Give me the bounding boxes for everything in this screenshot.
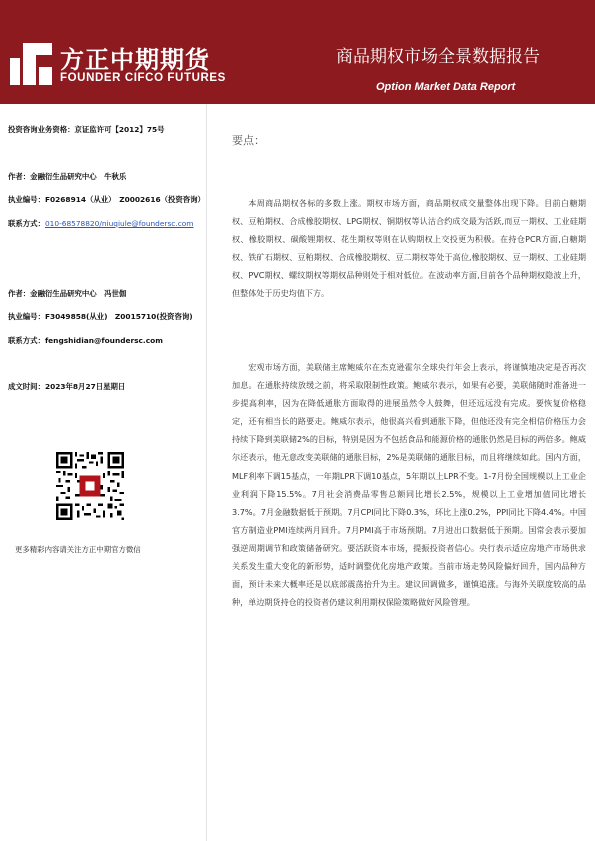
company-name-cn: 方正中期期货: [60, 46, 210, 74]
summary-paragraph-options: 本周商品期权各标的多数上涨。期权市场方面，商品期权成交量整体出现下降。目前白糖期权、豆粕期权、合成橡胶期权、LPG期权、铜期权等认沽合约成交最为活跃,而豆一期权、工业硅期权、橡胶期权、碳酸锂期权、花生期权等则在认购期权上交投更为积极。在持仓PCR方面,白糖期权、铁矿石期权、豆粕期权、合成橡胶期权、豆二期权等处于高位,橡胶期权、豆一期权、工业硅期权、PVC期权、螺纹期权等期权品种则处于相对低位。在波动率方面,目前各个品种期权隐波上升，但整体处于历史均值下方。: [232, 198, 586, 299]
author1-contact-label: 联系方式：: [8, 219, 45, 228]
author2-contact: 联系方式：fengshidian@foundersc.com: [8, 336, 163, 345]
report-header: [0, 0, 595, 104]
summary-paragraph-macro: 宏观市场方面，美联储主席鲍威尔在杰克逊霍尔全球央行年会上表示，将谨慎地决定是否再次加息。在通胀持续放缓之前，将采取限制性政策。鲍威尔表示，如果有必要，美联储随时准备进一步提高利率，因为在降低通胀方面取得的进展虽然令人鼓舞，但还远远没有完成。要恢复价格稳定，还有相当长的路要走。鲍威尔表示，他很高兴看到通胀下降，但他还没有完全相信价格压力会持续下降到美联储2%的目标，特别是因为不包括食品和能源价格的通胀仍然是目标的两倍多。鲍威尔还表示，他无意改变美联储的通胀目标，2%是美联储的通胀目标，而且将继续如此。国内方面，MLF利率下调15基点，一年期LPR下调10基点，5年期以上LPR不变。1-7月份全国规模以上工业企业利润下降15.5%。7月社会消费品零售总额同比增长2.5%，规模以上工业增加值同比增长3.7%。7月金融数据低于预期。7月CPI同比下降0.3%，环比上涨0.2%，PPI同比下降4.4%。中国官方制造业PMI连续两月回升。7月PMI高于市场预期。7月进出口数据低于预期。国常会表示要加强逆周期调节和政策储备研究。要活跃资本市场，提振投资者信心。央行表示适应房地产市场供求关系发生重大变化的新形势，适时调整优化房地产政策。当前市场走势风险偏好回升，国内品种方面，预计未来大概率还是以底部震荡抬升为主。建议回调做多，谨慎追涨。与海外关联度较高的品种，单边期货持仓的投资者仍建议利用期权保险策略做好风险管理。: [232, 362, 586, 608]
company-logo-icon: [10, 43, 52, 85]
wechat-qr-code-icon[interactable]: [56, 452, 124, 520]
author2-license: 执业编号：F3049858(从业) Z0015710(投资咨询): [8, 312, 193, 321]
author1-name: 作者：金融衍生品研究中心 牛秋乐: [8, 172, 127, 181]
qualification-line: 投资咨询业务资格：京证监许可【2012】75号: [8, 125, 165, 134]
author2-name: 作者：金融衍生品研究中心 冯世伽: [8, 289, 127, 298]
column-divider: [206, 104, 207, 841]
report-subtitle: Option Market Data Report: [376, 81, 516, 93]
report-title: 商品期权市场全景数据报告: [336, 47, 540, 67]
publish-date: 成文时间：2023年8月27日星期日: [8, 382, 126, 391]
keypoints-heading: 要点：: [232, 134, 265, 147]
author1-contact: [8, 219, 194, 229]
company-name-en: FOUNDER CIFCO FUTURES: [60, 72, 226, 84]
author1-license: 执业编号：F0268914（从业） Z0002616（投资咨询）: [8, 195, 205, 204]
author1-contact-link[interactable]: 010-68578820/niuqiule@foundersc.com: [44, 219, 194, 228]
qr-caption: 更多精彩内容请关注方正中期官方微信: [15, 545, 141, 554]
